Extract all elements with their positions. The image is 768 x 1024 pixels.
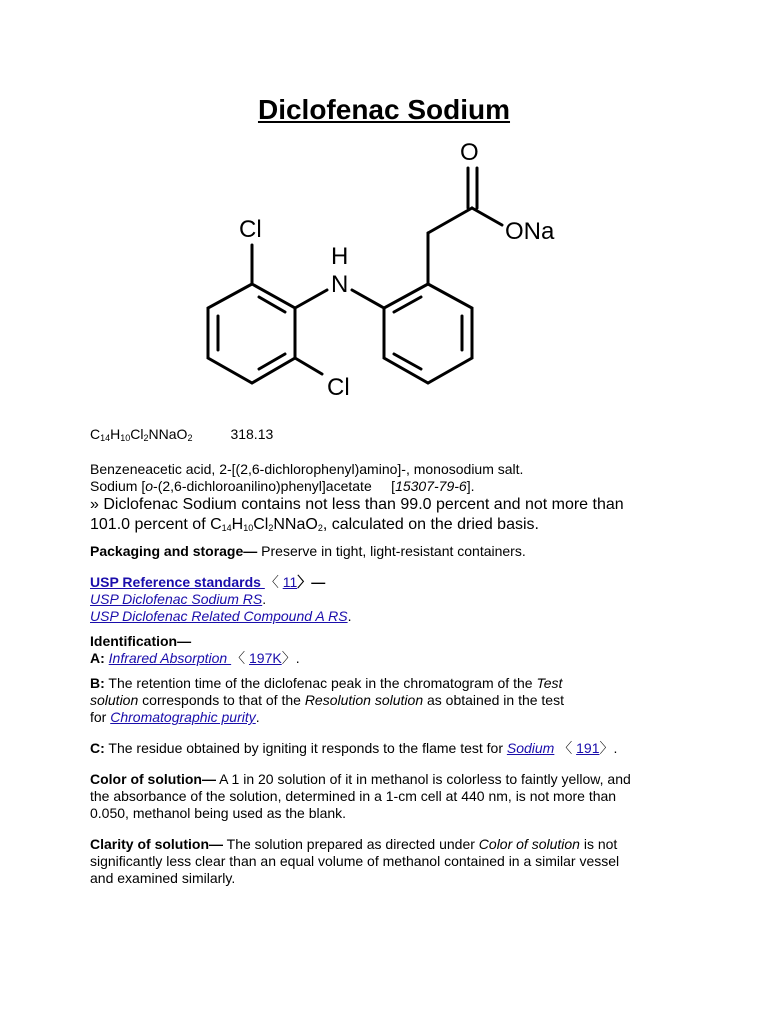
- left-benzene-ring: [208, 284, 295, 383]
- diclofenac-related-compound-a-rs-link[interactable]: USP Diclofenac Related Compound A RS: [90, 608, 348, 624]
- color-of-solution: Color of solution— A 1 in 20 solution of it in methanol is colorless to faintly yellow, and the absorbance of the solution, determined in a 1-cm cell at 440 nm, is not more than 0.050, methanol being used as the blank.: [90, 771, 631, 821]
- atom-cl-bottom: Cl: [327, 374, 350, 401]
- assay-definition: » Diclofenac Sodium contains not less than 99.0 percent and not more than 101.0 percent of $C_{14}H_{10}Cl_2NNaO_2$, calculated on the dried basis.: [90, 496, 624, 533]
- right-benzene-ring: [384, 284, 472, 383]
- n-left-bond: [295, 290, 327, 308]
- carbonyl-carbon-bond: [428, 208, 472, 233]
- page-title: Diclofenac Sodium: [257, 94, 511, 125]
- packaging-label: Packaging and storage—: [90, 543, 258, 559]
- sodium-link[interactable]: Sodium: [506, 740, 555, 756]
- molecular-weight: 318.13: [230, 426, 274, 442]
- cl-bottom-bond: [295, 358, 322, 374]
- atom-h: H: [331, 243, 349, 270]
- chapter-11-link[interactable]: 11: [282, 574, 298, 590]
- monograph-content: [90, 426, 690, 887]
- atom-o-top: O: [460, 139, 479, 166]
- identification-heading: Identification—: [90, 633, 192, 649]
- infrared-absorption-link[interactable]: Infrared Absorption: [108, 650, 232, 666]
- identification-a: A: Infrared Absorption 〈 197K〉.: [90, 650, 300, 666]
- chemical-structure-diagram: [180, 130, 580, 410]
- packaging-storage: Packaging and storage— Preserve in tight, light-resistant containers.: [90, 543, 526, 559]
- chemical-name-2: Sodium [o-(2,6-dichloroanilino)phenyl]acetate [15307-79-6].: [90, 478, 475, 494]
- diclofenac-sodium-rs-link[interactable]: USP Diclofenac Sodium RS: [90, 591, 263, 607]
- identification-c: C: The residue obtained by igniting it responds to the flame test for Sodium 〈 191〉.: [90, 740, 618, 756]
- chapter-197k-link[interactable]: 197K: [249, 650, 282, 666]
- n-right-bond: [352, 290, 384, 308]
- cas-number: 15307-79-6: [395, 478, 467, 494]
- molecular-formula-line: [90, 426, 690, 443]
- atom-ona: ONa: [505, 218, 555, 245]
- chapter-191-link[interactable]: 191: [576, 740, 600, 756]
- atom-cl-top: Cl: [239, 216, 262, 243]
- usp-reference-standards-link[interactable]: USP Reference standards: [90, 574, 265, 590]
- reference-standards: USP Reference standards 〈 11〉— USP Diclofenac Sodium RS. USP Diclofenac Related Compound A RS.: [90, 574, 352, 624]
- atom-n: N: [331, 271, 349, 298]
- chemical-name-1: Benzeneacetic acid, 2-[(2,6-dichlorophenyl)amino]-, monosodium salt.: [90, 461, 524, 477]
- c-ona-bond: [472, 208, 502, 225]
- clarity-of-solution: Clarity of solution— The solution prepared as directed under Color of solution is not significantly less clear than an equal volume of methanol contained in a similar vessel and examined similarly.: [90, 836, 620, 886]
- formula: $C_{14}H_{10}Cl_2NNaO_2$: [90, 426, 193, 443]
- chromatographic-purity-link[interactable]: Chromatographic purity: [110, 709, 256, 725]
- identification-b: B: The retention time of the diclofenac peak in the chromatogram of the Test solution corresponds to that of the Resolution solution as obtained in the test for Chromatographic purity.: [90, 675, 564, 725]
- chemical-names: [90, 461, 690, 495]
